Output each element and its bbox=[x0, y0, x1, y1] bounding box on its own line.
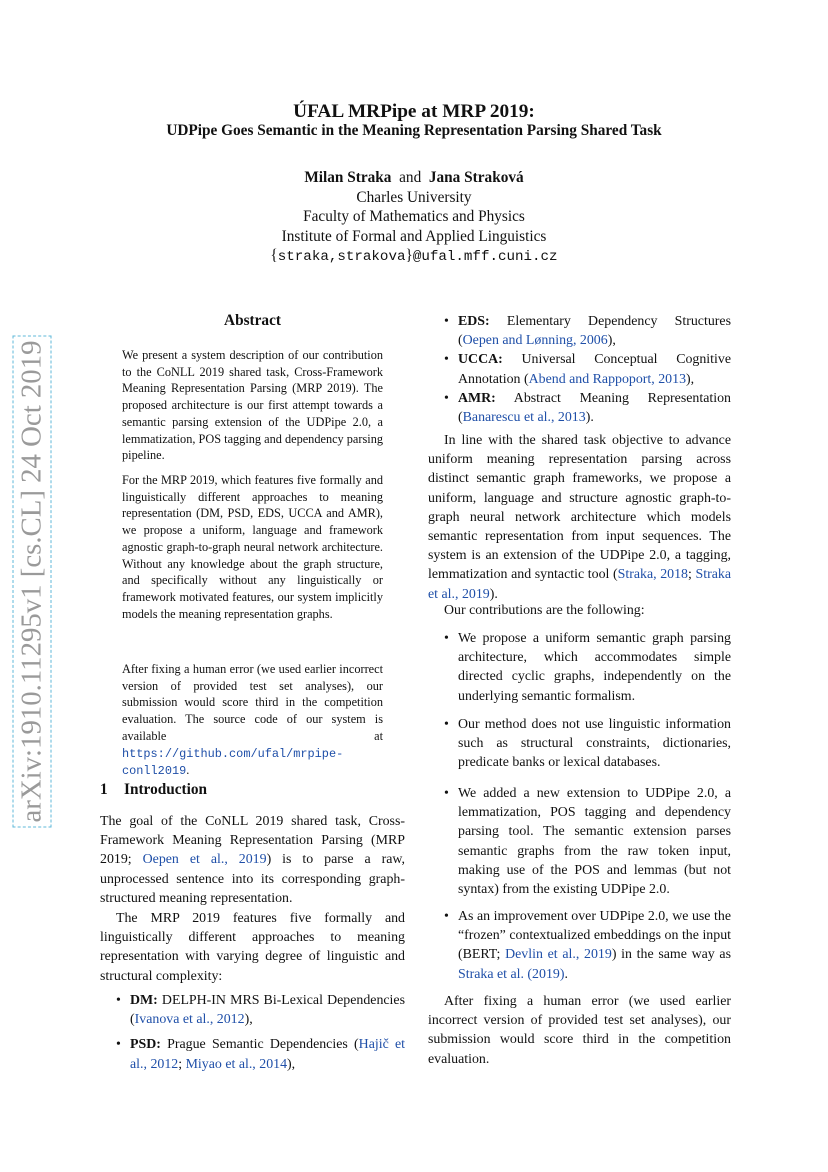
framework-name: EDS: bbox=[458, 314, 490, 329]
citation-link[interactable]: Hajič et al., 2012 bbox=[130, 1037, 406, 1072]
abstract-text: . bbox=[186, 763, 190, 778]
framework-list bbox=[116, 991, 406, 1074]
list-item bbox=[116, 991, 405, 1029]
contribution-item bbox=[444, 715, 731, 773]
bullet-icon: • bbox=[444, 786, 449, 801]
author-line bbox=[0, 168, 828, 188]
citation-link[interactable]: Straka, 2018 bbox=[617, 567, 688, 583]
paper-title: ÚFAL MRPipe at MRP 2019: bbox=[293, 101, 535, 122]
abstract-heading: Abstract bbox=[224, 312, 281, 329]
framework-name: UCCA: bbox=[458, 352, 503, 368]
framework-desc: ), bbox=[287, 1056, 296, 1072]
section-title: Introduction bbox=[124, 781, 208, 798]
author-name: Jana Straková bbox=[428, 169, 524, 186]
affiliation-faculty: Faculty of Mathematics and Physics bbox=[303, 208, 525, 225]
framework-desc: ). bbox=[585, 410, 594, 426]
arxiv-identifier[interactable]: arXiv:1910.11295v1 [cs.CL] 24 Oct 2019 bbox=[13, 335, 52, 827]
section-heading-introduction bbox=[100, 780, 207, 800]
intro-paragraph: After fixing a human error (we used earlier incorrect version of provided test set analyses), our submission would score third in the competition evaluation. bbox=[428, 994, 731, 1067]
code-url-part[interactable]: com/ufal/mrpipe-conll2019 bbox=[122, 746, 344, 779]
list-item bbox=[444, 312, 731, 350]
contribution-text: Our method does not use linguistic information such as structural constraints, dictionaries, predicate banks or lexical databases. bbox=[458, 717, 731, 771]
framework-desc: ), bbox=[686, 371, 695, 387]
code-url-part[interactable]: https://github. bbox=[122, 746, 230, 761]
framework-desc: Elementary Dependency Structures ( bbox=[458, 314, 731, 349]
intro-paragraph: The MRP 2019 features five formally and linguistically different approaches to meaning representation with varying degree of linguistic and structural complexity: bbox=[100, 911, 405, 984]
bullet-icon: • bbox=[444, 352, 449, 368]
citation-link[interactable]: Devlin et al., 2019 bbox=[505, 947, 612, 963]
author-email[interactable] bbox=[0, 246, 828, 267]
framework-desc: DELPH-IN MRS Bi-Lexical Dependencies ( bbox=[130, 993, 405, 1028]
code-url-link[interactable] bbox=[122, 747, 343, 779]
email-brace: { bbox=[270, 247, 278, 264]
framework-desc: Abstract Meaning Representation ( bbox=[458, 390, 731, 426]
framework-list-continued bbox=[444, 312, 731, 427]
author-name: Milan Straka bbox=[304, 169, 392, 186]
framework-name: DM: bbox=[130, 993, 158, 1008]
citation-link[interactable]: Oepen et al., 2019 bbox=[142, 852, 267, 868]
citation-link[interactable]: Banarescu et al., 2013 bbox=[462, 410, 586, 426]
framework-name: PSD: bbox=[130, 1037, 161, 1053]
contribution-item bbox=[444, 784, 731, 899]
contribution-text: ) in the same way as bbox=[611, 947, 731, 963]
bullet-icon: • bbox=[444, 390, 449, 406]
framework-desc: ; bbox=[178, 1056, 186, 1072]
intro-text: The goal of the CoNLL 2019 shared task, Cross-Framework Meaning Representation Parsing (MRP 2019; bbox=[100, 814, 405, 868]
email-names: straka,strakova bbox=[277, 249, 406, 265]
citation-link[interactable]: Oepen and Lønning, 2006 bbox=[462, 333, 608, 349]
citation-link[interactable]: Miyao et al., 2014 bbox=[185, 1056, 288, 1072]
contribution-text: We added a new extension to UDPipe 2.0, a lemmatization, POS tagging and dependency parsing tool. The semantic extension parses semantic graphs from the raw token input, making use of the POS and lemmas (but not syntax) from the existing UDPipe 2.0. bbox=[458, 786, 731, 898]
intro-paragraph bbox=[428, 431, 731, 604]
contribution-text: . bbox=[564, 966, 568, 982]
abstract-paragraph: For the MRP 2019, which features five formally and linguistically different approaches to meaning representation (DM, PSD, EDS, UCCA and AMR), we propose a uniform, language and framework agnostic graph-to-graph neural network architecture. Without any knowledge about the graph structure, and specifically without any linguistically or framework motivated features, our system implicitly models the meaning representation graphs. bbox=[122, 473, 383, 621]
framework-name: AMR: bbox=[458, 390, 496, 406]
contribution-text: As an improvement over UDPipe 2.0, we use the “frozen” contextualized embeddings on the input (BERT; bbox=[458, 909, 731, 963]
citation-link[interactable]: Abend and Rappoport, 2013 bbox=[528, 371, 687, 387]
list-item bbox=[444, 389, 731, 427]
framework-desc: Prague Semantic Dependencies ( bbox=[167, 1037, 359, 1053]
framework-desc: ), bbox=[244, 1012, 253, 1028]
bullet-icon: • bbox=[116, 1037, 121, 1053]
list-item bbox=[116, 1035, 406, 1073]
bullet-icon: • bbox=[444, 717, 449, 732]
abstract-text: After fixing a human error (we used earlier incorrect version of provided test set analyses), our submission would score third in the competition evaluation. The source code of our system is available at bbox=[122, 662, 383, 743]
intro-paragraph: Our contributions are the following: bbox=[444, 603, 645, 618]
framework-desc: Universal Conceptual Cognitive Annotation ( bbox=[458, 352, 731, 387]
bullet-icon: • bbox=[444, 314, 449, 329]
affiliation-institute: Institute of Formal and Applied Linguistics bbox=[281, 228, 547, 245]
intro-text: ) is to parse a raw, unprocessed sentence into its corresponding graph-structured meaning representation. bbox=[100, 852, 405, 906]
paper-subtitle: UDPipe Goes Semantic in the Meaning Representation Parsing Shared Task bbox=[166, 122, 662, 139]
author-conjunction: and bbox=[399, 169, 422, 186]
intro-text: In line with the shared task objective to advance uniform meaning representation parsing across distinct semantic graph frameworks, we propose a uniform, language and structure agnostic graph-to-graph neural network architecture which models semantic representation from input sequences. The system is an extension of the UDPipe 2.0, a tagging, lemmatization and syntactic tool ( bbox=[428, 433, 731, 583]
intro-text: ). bbox=[489, 586, 498, 602]
section-number: 1 bbox=[100, 781, 108, 798]
arxiv-side-stamp[interactable] bbox=[8, 332, 56, 830]
citation-link[interactable]: Straka et al. (2019) bbox=[458, 966, 565, 982]
citation-link[interactable]: Ivanova et al., 2012 bbox=[134, 1012, 245, 1028]
bullet-icon: • bbox=[116, 993, 121, 1008]
contribution-item bbox=[444, 907, 731, 984]
email-domain: @ufal.mff.cuni.cz bbox=[412, 249, 558, 265]
bullet-icon: • bbox=[444, 631, 449, 646]
email-brace: } bbox=[405, 247, 413, 264]
framework-desc: ), bbox=[607, 333, 616, 349]
intro-text: ; bbox=[688, 567, 696, 583]
abstract-paragraph bbox=[122, 661, 383, 780]
contribution-item bbox=[444, 629, 731, 706]
list-item bbox=[444, 350, 731, 388]
contribution-text: We propose a uniform semantic graph parsing architecture, which accommodates simple directed cyclic graphs, independently on the underlying semantic formalism. bbox=[458, 631, 731, 704]
citation-link[interactable]: Straka et al., 2019 bbox=[428, 567, 731, 602]
intro-paragraph bbox=[100, 812, 405, 908]
abstract-paragraph: We present a system description of our contribution to the CoNLL 2019 shared task, Cross-Framework Meaning Representation Parsing (MRP 2019). The proposed architecture is our first attempt towards a semantic parsing extension of the UDPipe 2.0, a lemmatization, POS tagging and dependency parsing pipeline. bbox=[122, 348, 383, 463]
affiliation-university: Charles University bbox=[356, 189, 472, 206]
bullet-icon: • bbox=[444, 909, 449, 924]
